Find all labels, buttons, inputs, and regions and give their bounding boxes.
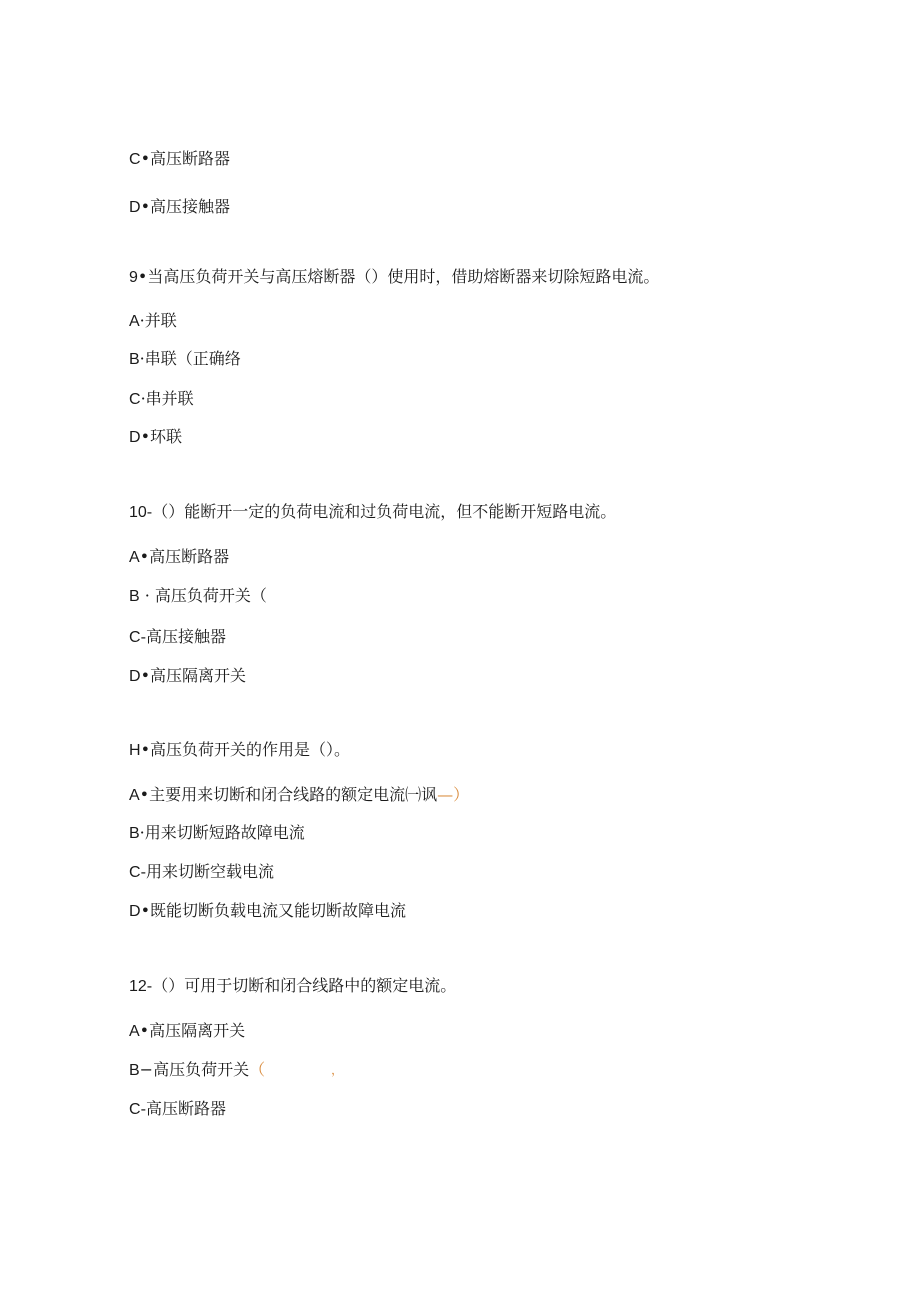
option-a: A•高压隔离开关 [129, 1021, 246, 1040]
option-d: D•高压隔离开关 [129, 666, 247, 685]
option-a: A•主要用来切断和闭合线路的额定电流㈠讽—） [129, 785, 470, 804]
question-10: 10-（）能断开一定的负荷电流和过负荷电流，但不能断开短路电流。 [129, 502, 617, 521]
option-b: B·用来切断短路故障电流 [129, 823, 305, 842]
handwritten-mark: —） [437, 785, 470, 804]
option-b: B−高压负荷开关（ ， [129, 1060, 344, 1079]
option-c: C-高压接触器 [129, 627, 226, 646]
handwritten-mark: ， [331, 1063, 344, 1077]
option-d: D•环联 [129, 427, 183, 446]
question-9: 9•当高压负荷开关与高压熔断器（）使用时，借助熔断器来切除短路电流。 [129, 267, 660, 286]
option-c: C•高压断路器 [129, 149, 231, 168]
option-c: C·串并联 [129, 389, 194, 408]
option-d: D•高压接触器 [129, 197, 231, 216]
option-b: B·串联（正确络 [129, 349, 241, 368]
option-a: A•高压断路器 [129, 547, 230, 566]
handwritten-mark: （ [249, 1060, 266, 1079]
option-d: D•既能切断负载电流又能切断故障电流 [129, 901, 407, 920]
question-11: H•高压负荷开关的作用是（）。 [129, 740, 351, 759]
option-b: B · 高压负荷开关（ [129, 586, 267, 605]
question-12: 12-（）可用于切断和闭合线路中的额定电流。 [129, 976, 457, 995]
option-c: C-高压断路器 [129, 1099, 226, 1118]
option-a: A·并联 [129, 311, 177, 330]
option-c: C-用来切断空载电流 [129, 862, 274, 881]
